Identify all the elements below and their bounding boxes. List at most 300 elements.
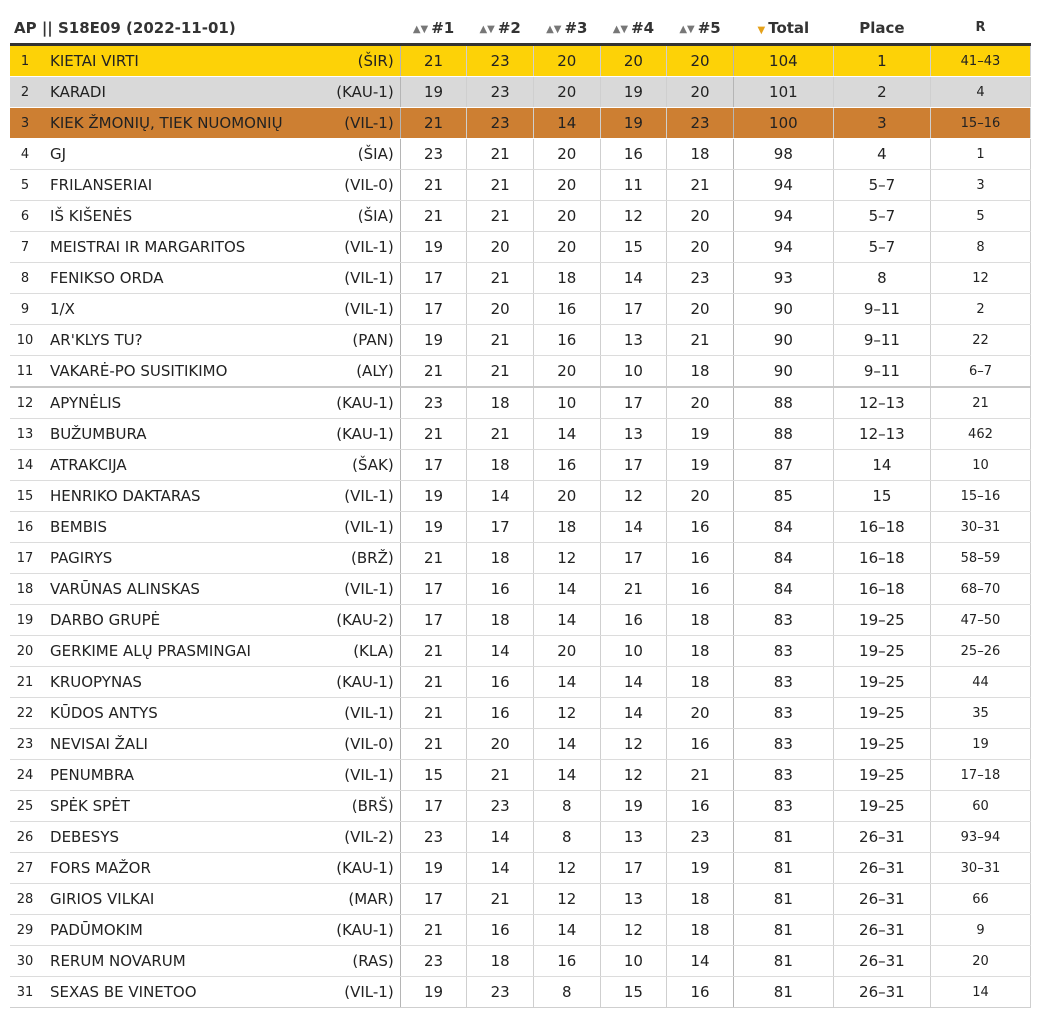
rating: 68–70 xyxy=(930,574,1030,605)
team-name: SPĖK SPĖT xyxy=(50,797,130,815)
table-row xyxy=(10,667,1031,698)
score-3: 16 xyxy=(533,450,600,481)
score-4: 13 xyxy=(600,419,667,450)
rating: 66 xyxy=(930,884,1030,915)
score-4: 10 xyxy=(600,636,667,667)
team-region: (KAU-1) xyxy=(336,394,394,412)
row-number: 13 xyxy=(10,419,40,450)
place: 8 xyxy=(833,263,930,294)
score-5: 19 xyxy=(667,419,734,450)
score-5: 21 xyxy=(667,325,734,356)
row-number: 3 xyxy=(10,108,40,139)
row-number: 24 xyxy=(10,760,40,791)
rating: 2 xyxy=(930,294,1030,325)
table-row xyxy=(10,294,1031,325)
column-header-label: #4 xyxy=(631,18,655,37)
sort-arrows-icon: ▲▼ xyxy=(479,23,495,35)
score-4: 12 xyxy=(600,201,667,232)
team-cell xyxy=(40,139,400,170)
row-number: 10 xyxy=(10,325,40,356)
score-2: 16 xyxy=(467,667,534,698)
column-header-place[interactable] xyxy=(833,12,930,45)
score-3: 20 xyxy=(533,45,600,77)
score-5: 20 xyxy=(667,232,734,263)
score-3: 14 xyxy=(533,419,600,450)
score-5: 18 xyxy=(667,667,734,698)
team-cell xyxy=(40,698,400,729)
row-number: 25 xyxy=(10,791,40,822)
rating: 15–16 xyxy=(930,108,1030,139)
place: 26–31 xyxy=(833,884,930,915)
total-score: 83 xyxy=(733,791,833,822)
score-5: 18 xyxy=(667,356,734,388)
place: 9–11 xyxy=(833,325,930,356)
team-cell xyxy=(40,977,400,1008)
score-1: 17 xyxy=(400,263,467,294)
total-score: 84 xyxy=(733,543,833,574)
score-5: 18 xyxy=(667,605,734,636)
team-cell xyxy=(40,822,400,853)
team-name: HENRIKO DAKTARAS xyxy=(50,487,201,505)
team-name: GERKIME ALŲ PRASMINGAI xyxy=(50,642,251,660)
table-header-row xyxy=(10,12,1031,45)
team-name: FORS MAŽOR xyxy=(50,859,151,877)
team-name: PENUMBRA xyxy=(50,766,135,784)
column-header-label: Place xyxy=(859,18,905,37)
rating: 8 xyxy=(930,232,1030,263)
score-2: 21 xyxy=(467,760,534,791)
score-2: 21 xyxy=(467,325,534,356)
column-header-3[interactable] xyxy=(533,12,600,45)
score-1: 21 xyxy=(400,667,467,698)
team-region: (KLA) xyxy=(353,642,394,660)
score-4: 10 xyxy=(600,946,667,977)
score-2: 20 xyxy=(467,729,534,760)
score-2: 23 xyxy=(467,977,534,1008)
row-number: 8 xyxy=(10,263,40,294)
team-region: (VIL-1) xyxy=(344,269,394,287)
team-name: VAKARĖ-PO SUSITIKIMO xyxy=(50,362,228,380)
score-2: 14 xyxy=(467,636,534,667)
team-region: (VIL-1) xyxy=(344,983,394,1001)
score-4: 17 xyxy=(600,387,667,419)
team-region: (VIL-0) xyxy=(344,735,394,753)
score-2: 14 xyxy=(467,853,534,884)
column-header-r[interactable] xyxy=(930,12,1030,45)
score-2: 14 xyxy=(467,481,534,512)
team-region: (VIL-0) xyxy=(344,176,394,194)
column-header-total[interactable] xyxy=(733,12,833,45)
score-5: 23 xyxy=(667,263,734,294)
team-region: (KAU-1) xyxy=(336,859,394,877)
score-2: 18 xyxy=(467,605,534,636)
column-header-label: #1 xyxy=(431,18,455,37)
team-cell xyxy=(40,729,400,760)
score-3: 20 xyxy=(533,636,600,667)
table-row xyxy=(10,356,1031,388)
score-1: 21 xyxy=(400,636,467,667)
rating: 47–50 xyxy=(930,605,1030,636)
total-score: 93 xyxy=(733,263,833,294)
rating: 44 xyxy=(930,667,1030,698)
score-3: 12 xyxy=(533,698,600,729)
table-row xyxy=(10,450,1031,481)
row-number: 21 xyxy=(10,667,40,698)
score-1: 19 xyxy=(400,853,467,884)
place: 5–7 xyxy=(833,201,930,232)
score-2: 23 xyxy=(467,108,534,139)
score-5: 23 xyxy=(667,108,734,139)
place: 3 xyxy=(833,108,930,139)
score-1: 21 xyxy=(400,108,467,139)
column-header-4[interactable] xyxy=(600,12,667,45)
table-row xyxy=(10,419,1031,450)
score-3: 14 xyxy=(533,605,600,636)
total-score: 81 xyxy=(733,915,833,946)
team-name: IŠ KIŠENĖS xyxy=(50,207,133,225)
total-score: 94 xyxy=(733,201,833,232)
score-5: 18 xyxy=(667,139,734,170)
total-score: 94 xyxy=(733,232,833,263)
rating: 19 xyxy=(930,729,1030,760)
team-cell xyxy=(40,605,400,636)
column-header-5[interactable] xyxy=(667,12,734,45)
score-3: 14 xyxy=(533,760,600,791)
score-4: 17 xyxy=(600,450,667,481)
score-1: 21 xyxy=(400,201,467,232)
row-number: 15 xyxy=(10,481,40,512)
place: 16–18 xyxy=(833,543,930,574)
team-region: (ŠIA) xyxy=(357,145,394,163)
team-name: KIETAI VIRTI xyxy=(50,52,139,70)
rating: 30–31 xyxy=(930,512,1030,543)
total-score: 83 xyxy=(733,729,833,760)
place: 19–25 xyxy=(833,667,930,698)
total-score: 90 xyxy=(733,325,833,356)
rating: 3 xyxy=(930,170,1030,201)
score-1: 21 xyxy=(400,915,467,946)
score-4: 14 xyxy=(600,512,667,543)
table-row xyxy=(10,915,1031,946)
sort-arrows-icon: ▲▼ xyxy=(546,23,562,35)
row-number: 20 xyxy=(10,636,40,667)
place: 26–31 xyxy=(833,822,930,853)
score-1: 23 xyxy=(400,387,467,419)
score-3: 12 xyxy=(533,884,600,915)
score-4: 15 xyxy=(600,977,667,1008)
team-cell xyxy=(40,884,400,915)
score-3: 20 xyxy=(533,201,600,232)
table-row xyxy=(10,760,1031,791)
score-5: 20 xyxy=(667,698,734,729)
score-1: 21 xyxy=(400,170,467,201)
score-5: 16 xyxy=(667,543,734,574)
table-row xyxy=(10,481,1031,512)
table-row xyxy=(10,636,1031,667)
team-region: (BRŠ) xyxy=(351,797,394,815)
score-4: 17 xyxy=(600,294,667,325)
team-region: (VIL-1) xyxy=(344,518,394,536)
team-name: KŪDOS ANTYS xyxy=(50,704,158,722)
row-number: 31 xyxy=(10,977,40,1008)
total-score: 83 xyxy=(733,667,833,698)
place: 19–25 xyxy=(833,760,930,791)
score-1: 21 xyxy=(400,543,467,574)
table-row xyxy=(10,232,1031,263)
total-score: 90 xyxy=(733,294,833,325)
team-region: (VIL-1) xyxy=(344,114,394,132)
team-cell xyxy=(40,77,400,108)
place: 2 xyxy=(833,77,930,108)
column-header-label: Total xyxy=(768,18,810,37)
score-1: 17 xyxy=(400,791,467,822)
team-region: (KAU-1) xyxy=(336,83,394,101)
team-cell xyxy=(40,263,400,294)
row-number: 16 xyxy=(10,512,40,543)
row-number: 5 xyxy=(10,170,40,201)
team-name: MEISTRAI IR MARGARITOS xyxy=(50,238,246,256)
score-4: 11 xyxy=(600,170,667,201)
team-region: (VIL-1) xyxy=(344,580,394,598)
score-3: 14 xyxy=(533,574,600,605)
table-row xyxy=(10,884,1031,915)
score-1: 17 xyxy=(400,294,467,325)
row-number: 1 xyxy=(10,45,40,77)
score-1: 21 xyxy=(400,729,467,760)
team-cell xyxy=(40,791,400,822)
column-header-label: R xyxy=(975,20,986,35)
sort-arrows-icon: ▲▼ xyxy=(612,23,629,35)
score-2: 18 xyxy=(467,543,534,574)
score-3: 14 xyxy=(533,729,600,760)
table-row xyxy=(10,170,1031,201)
score-3: 16 xyxy=(533,946,600,977)
score-3: 16 xyxy=(533,294,600,325)
table-row xyxy=(10,698,1031,729)
team-name: KIEK ŽMONIŲ, TIEK NUOMONIŲ xyxy=(50,114,283,132)
place: 14 xyxy=(833,450,930,481)
score-5: 16 xyxy=(667,977,734,1008)
rating: 6–7 xyxy=(930,356,1030,388)
score-4: 13 xyxy=(600,325,667,356)
row-number: 26 xyxy=(10,822,40,853)
rating: 9 xyxy=(930,915,1030,946)
team-cell xyxy=(40,232,400,263)
score-5: 20 xyxy=(667,481,734,512)
score-4: 17 xyxy=(600,853,667,884)
score-1: 19 xyxy=(400,325,467,356)
score-4: 17 xyxy=(600,543,667,574)
table-row xyxy=(10,201,1031,232)
score-1: 23 xyxy=(400,946,467,977)
score-1: 19 xyxy=(400,512,467,543)
score-4: 16 xyxy=(600,605,667,636)
team-region: (VIL-1) xyxy=(344,238,394,256)
score-1: 21 xyxy=(400,419,467,450)
score-2: 17 xyxy=(467,512,534,543)
table-row xyxy=(10,977,1031,1008)
rating: 35 xyxy=(930,698,1030,729)
score-3: 14 xyxy=(533,915,600,946)
team-cell xyxy=(40,636,400,667)
team-cell xyxy=(40,201,400,232)
score-5: 18 xyxy=(667,915,734,946)
row-number: 27 xyxy=(10,853,40,884)
score-4: 12 xyxy=(600,760,667,791)
place: 26–31 xyxy=(833,977,930,1008)
row-number: 30 xyxy=(10,946,40,977)
sort-arrows-icon: ▲▼ xyxy=(679,23,695,35)
place: 9–11 xyxy=(833,356,930,388)
score-4: 12 xyxy=(600,729,667,760)
score-4: 12 xyxy=(600,915,667,946)
table-row xyxy=(10,325,1031,356)
team-name: BEMBIS xyxy=(50,518,107,536)
row-number: 23 xyxy=(10,729,40,760)
team-region: (RAS) xyxy=(352,952,394,970)
team-region: (KAU-1) xyxy=(336,673,394,691)
score-3: 18 xyxy=(533,263,600,294)
row-number: 19 xyxy=(10,605,40,636)
team-name: SEXAS BE VINETOO xyxy=(50,983,197,1001)
score-1: 17 xyxy=(400,884,467,915)
row-number: 28 xyxy=(10,884,40,915)
rating: 5 xyxy=(930,201,1030,232)
rating: 22 xyxy=(930,325,1030,356)
table-row xyxy=(10,45,1031,77)
score-5: 21 xyxy=(667,170,734,201)
score-3: 20 xyxy=(533,356,600,388)
score-1: 19 xyxy=(400,77,467,108)
team-name: KARADI xyxy=(50,83,106,101)
row-number: 9 xyxy=(10,294,40,325)
place: 4 xyxy=(833,139,930,170)
table-row xyxy=(10,946,1031,977)
total-score: 83 xyxy=(733,760,833,791)
team-region: (MAR) xyxy=(348,890,394,908)
results-table-container xyxy=(10,12,1031,1008)
place: 19–25 xyxy=(833,605,930,636)
score-2: 23 xyxy=(467,77,534,108)
team-region: (PAN) xyxy=(352,331,394,349)
score-5: 14 xyxy=(667,946,734,977)
rating: 60 xyxy=(930,791,1030,822)
rating: 14 xyxy=(930,977,1030,1008)
score-1: 15 xyxy=(400,760,467,791)
table-row xyxy=(10,543,1031,574)
score-2: 21 xyxy=(467,419,534,450)
place: 26–31 xyxy=(833,915,930,946)
row-number: 12 xyxy=(10,387,40,419)
score-1: 19 xyxy=(400,481,467,512)
score-4: 14 xyxy=(600,667,667,698)
score-2: 21 xyxy=(467,884,534,915)
table-row xyxy=(10,263,1031,294)
team-cell xyxy=(40,543,400,574)
place: 5–7 xyxy=(833,170,930,201)
rating: 10 xyxy=(930,450,1030,481)
rating: 4 xyxy=(930,77,1030,108)
total-score: 84 xyxy=(733,512,833,543)
score-4: 10 xyxy=(600,356,667,388)
column-header-1[interactable] xyxy=(400,12,467,45)
table-row xyxy=(10,512,1031,543)
total-score: 81 xyxy=(733,853,833,884)
score-5: 19 xyxy=(667,450,734,481)
rating: 462 xyxy=(930,419,1030,450)
table-row xyxy=(10,108,1031,139)
team-name: NEVISAI ŽALI xyxy=(50,735,148,753)
score-4: 16 xyxy=(600,139,667,170)
column-header-label: #3 xyxy=(564,18,588,37)
score-3: 8 xyxy=(533,977,600,1008)
team-cell xyxy=(40,574,400,605)
team-name: 1/X xyxy=(50,300,75,318)
score-2: 21 xyxy=(467,201,534,232)
place: 19–25 xyxy=(833,729,930,760)
rating: 1 xyxy=(930,139,1030,170)
row-number: 14 xyxy=(10,450,40,481)
rating: 20 xyxy=(930,946,1030,977)
table-body xyxy=(10,45,1031,1008)
place: 5–7 xyxy=(833,232,930,263)
score-5: 16 xyxy=(667,574,734,605)
score-3: 12 xyxy=(533,543,600,574)
score-5: 20 xyxy=(667,294,734,325)
total-score: 98 xyxy=(733,139,833,170)
team-region: (ALY) xyxy=(356,362,394,380)
score-3: 20 xyxy=(533,170,600,201)
team-name: KRUOPYNAS xyxy=(50,673,142,691)
place: 19–25 xyxy=(833,698,930,729)
row-number: 6 xyxy=(10,201,40,232)
score-5: 16 xyxy=(667,729,734,760)
total-score: 81 xyxy=(733,884,833,915)
place: 16–18 xyxy=(833,574,930,605)
score-3: 20 xyxy=(533,77,600,108)
row-number: 11 xyxy=(10,356,40,388)
score-1: 19 xyxy=(400,232,467,263)
total-score: 81 xyxy=(733,822,833,853)
rating: 21 xyxy=(930,387,1030,419)
score-1: 21 xyxy=(400,356,467,388)
table-row xyxy=(10,574,1031,605)
total-score: 87 xyxy=(733,450,833,481)
place: 12–13 xyxy=(833,419,930,450)
place: 9–11 xyxy=(833,294,930,325)
column-header-label: #5 xyxy=(697,18,721,37)
row-number: 7 xyxy=(10,232,40,263)
score-2: 20 xyxy=(467,232,534,263)
score-1: 19 xyxy=(400,977,467,1008)
team-cell xyxy=(40,325,400,356)
score-5: 21 xyxy=(667,760,734,791)
score-4: 21 xyxy=(600,574,667,605)
team-cell xyxy=(40,946,400,977)
score-2: 21 xyxy=(467,263,534,294)
score-1: 17 xyxy=(400,574,467,605)
score-2: 18 xyxy=(467,450,534,481)
rating: 30–31 xyxy=(930,853,1030,884)
team-cell xyxy=(40,387,400,419)
team-region: (KAU-2) xyxy=(336,611,394,629)
column-header-2[interactable] xyxy=(467,12,534,45)
rating: 41–43 xyxy=(930,45,1030,77)
team-cell xyxy=(40,450,400,481)
sort-descending-icon: ▼ xyxy=(757,24,766,36)
score-2: 20 xyxy=(467,294,534,325)
score-2: 16 xyxy=(467,698,534,729)
